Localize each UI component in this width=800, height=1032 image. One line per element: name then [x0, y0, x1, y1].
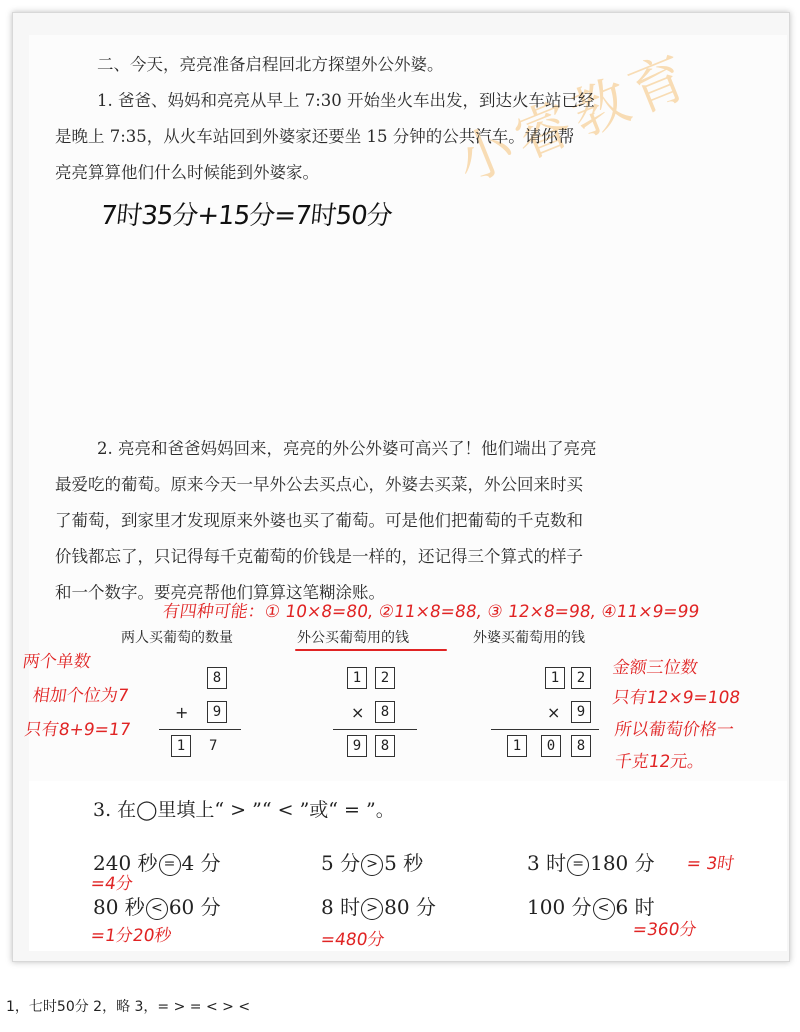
calc2-top-ones: 2 [375, 667, 395, 689]
compare-item-3 [527, 847, 655, 876]
calc2-top-tens: 1 [347, 667, 367, 689]
calc3-top-tens: 1 [545, 667, 565, 689]
right-note-4: 千克12元。 [613, 752, 706, 772]
compare-6-right: 6 时 [615, 895, 655, 919]
problem2-line1: 2. 亮亮和爸爸妈妈回来，亮亮的外公外婆可高兴了！他们端出了亮亮 [97, 439, 597, 458]
compare-5-sign[interactable]: > [361, 898, 383, 920]
compare-item-2 [321, 847, 423, 876]
compare-2-sign[interactable]: > [361, 854, 383, 876]
calc2-rule [333, 729, 417, 730]
worksheet-photo [12, 12, 790, 962]
calc1-mid-digit: 9 [207, 701, 227, 723]
compare-item-5 [321, 891, 436, 920]
compare-5-note: =480分 [319, 930, 386, 950]
problem2-line5: 和一个数字。要亮亮帮他们算算这笔糊涂账。 [55, 583, 385, 602]
problem3-title: 3. 在◯里填上“ > ”“ < ”或“ = ”。 [93, 799, 395, 821]
left-note-2: 相加个位为7 [31, 686, 130, 706]
compare-1-note: =4分 [89, 874, 135, 894]
calc2-result-ones: 8 [375, 735, 395, 757]
compare-3-right: 180 分 [590, 851, 655, 875]
worksheet-problem3 [29, 781, 787, 951]
calc3-result-hundreds: 1 [507, 735, 527, 757]
left-note-1: 两个单数 [21, 652, 93, 672]
problem2-line4: 价钱都忘了，只记得每千克葡萄的价钱是一样的，还记得三个算式的样子 [55, 547, 583, 566]
problem2-line2: 最爱吃的葡萄。原来今天一早外公去买点心，外婆去买菜，外公回来时买 [55, 475, 583, 494]
problem1-line3: 亮亮算算他们什么时候能到外婆家。 [55, 163, 319, 182]
calc1-operator: + [175, 703, 189, 722]
compare-4-left: 80 秒 [93, 895, 145, 919]
calc3-mid-digit: 9 [571, 701, 591, 723]
compare-6-left: 100 分 [527, 895, 592, 919]
problem1-line1: 1. 爸爸、妈妈和亮亮从早上 7:30 开始坐火车出发，到达火车站已经 [97, 91, 595, 110]
compare-1-sign[interactable]: = [159, 854, 181, 876]
calc3-operator: × [547, 703, 561, 722]
compare-6-sign[interactable]: < [593, 898, 615, 920]
section-title: 二、今天，亮亮准备启程回北方探望外公外婆。 [97, 55, 444, 74]
compare-item-4 [93, 891, 221, 920]
column-label-grandpa: 外公买葡萄用的钱 [297, 630, 409, 646]
compare-2-right: 5 秒 [384, 851, 424, 875]
compare-4-right: 60 分 [168, 895, 221, 919]
calc1-result-tens: 1 [171, 735, 191, 757]
compare-1-left: 240 秒 [93, 851, 158, 875]
problem1-handwritten-answer: 7时35分+15分=7时50分 [99, 201, 394, 231]
compare-3-sign[interactable]: = [567, 854, 589, 876]
calc3-rule [491, 729, 599, 730]
compare-3-note: = 3时 [685, 854, 736, 874]
compare-6-note: =360分 [631, 920, 698, 940]
red-underline [295, 649, 447, 651]
red-note-possibilities: 有四种可能：① 10×8=80, ②11×8=88, ③ 12×8=98, ④11×9=99 [161, 602, 701, 622]
compare-4-sign[interactable]: < [146, 898, 168, 920]
calc1-result-ones: 7 [209, 738, 218, 754]
problem2-line3: 了葡萄，到家里才发现原来外婆也买了葡萄。可是他们把葡萄的千克数和 [55, 511, 583, 530]
watermark: 小睿教育 [447, 42, 702, 196]
right-note-3: 所以葡萄价格一 [613, 720, 736, 740]
compare-4-note: =1分20秒 [89, 926, 173, 946]
calc2-operator: × [351, 703, 365, 722]
left-note-3: 只有8+9=17 [23, 720, 132, 740]
problem1-line2: 是晚上 7:35，从火车站回到外婆家还要坐 15 分钟的公共汽车。请你帮 [55, 127, 575, 146]
compare-5-left: 8 时 [321, 895, 361, 919]
compare-5-right: 80 分 [384, 895, 436, 919]
compare-3-left: 3 时 [527, 851, 567, 875]
calc2-result-tens: 9 [347, 735, 367, 757]
calc1-rule [159, 729, 241, 730]
right-note-2: 只有12×9=108 [611, 688, 742, 708]
compare-2-left: 5 分 [321, 851, 361, 875]
calc2-mid-digit: 8 [375, 701, 395, 723]
calc3-result-ones: 8 [571, 735, 591, 757]
column-label-quantity: 两人买葡萄的数量 [121, 630, 233, 646]
answer-footer: 1，七时50分 2，略 3，= > = < > < [6, 999, 251, 1015]
column-label-grandma: 外婆买葡萄用的钱 [473, 630, 585, 646]
calc1-top-digit: 8 [207, 667, 227, 689]
compare-1-right: 4 分 [181, 851, 221, 875]
calc3-result-tens: 0 [541, 735, 561, 757]
calc3-top-ones: 2 [571, 667, 591, 689]
right-note-1: 金额三位数 [611, 658, 700, 678]
worksheet-upper [21, 35, 787, 781]
